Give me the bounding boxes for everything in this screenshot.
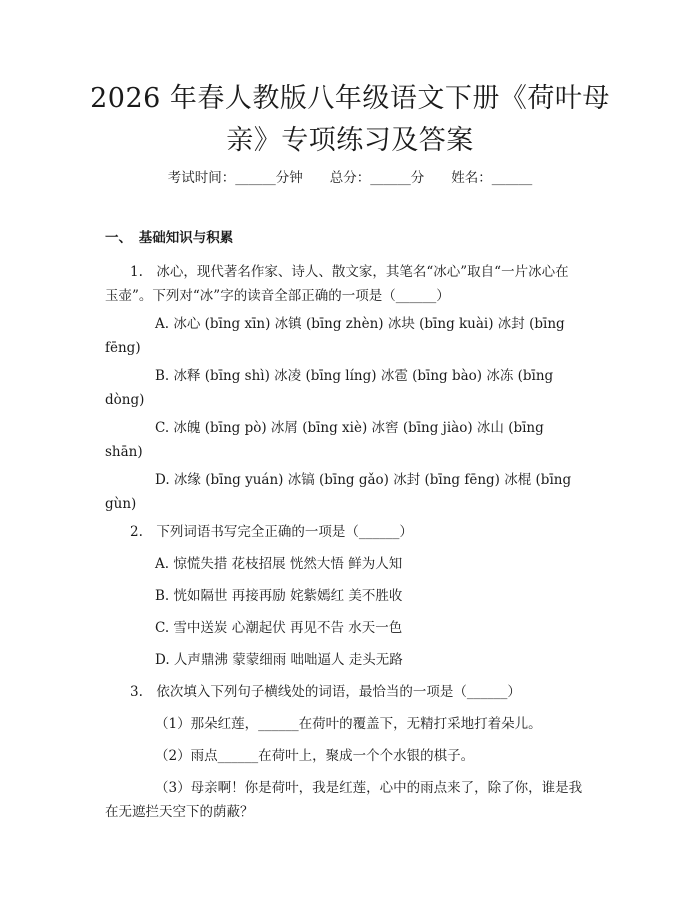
question-1-option-a-line-1: A. 冰心 (bīng xīn) 冰镇 (bīng zhèn) 冰块 (bīng kuài) 冰封 (bīng <box>155 316 565 332</box>
question-3-sentence-3-line-1: （3）母亲啊！你是荷叶，我是红莲，心中的雨点来了，除了你，谁是我 <box>155 780 583 796</box>
document-title-line-1: 2026 年春人教版八年级语文下册《荷叶母 <box>90 83 610 114</box>
question-1-stem-line-2: 玉壶”。下列对“冰”字的读音全部正确的一项是（______） <box>105 288 450 304</box>
question-3-stem: 3. 依次填入下列句子横线处的词语，最恰当的一项是（______） <box>130 684 521 700</box>
question-2-option-a: A. 惊慌失措 花枝招展 恍然大悟 鲜为人知 <box>155 556 403 572</box>
question-2-option-d: D. 人声鼎沸 蒙蒙细雨 咄咄逼人 走头无路 <box>155 652 403 668</box>
question-2-option-b: B. 恍如隔世 再接再励 姹紫嫣红 美不胜收 <box>155 588 403 604</box>
question-1-option-c-line-1: C. 冰魄 (bīng pò) 冰屑 (bīng xiè) 冰窖 (bīng jiào) 冰山 (bīng <box>155 420 544 436</box>
question-1-option-d-line-1: D. 冰缘 (bīng yuán) 冰镐 (bīng gǎo) 冰封 (bīng fēng) 冰棍 (bīng <box>155 472 572 488</box>
question-1-option-b-line-1: B. 冰释 (bīng shì) 冰凌 (bīng líng) 冰雹 (bīng bào) 冰冻 (bīng <box>155 368 554 384</box>
question-2-option-c: C. 雪中送炭 心潮起伏 再见不告 水天一色 <box>155 620 403 636</box>
question-1-stem-line-1: 1. 冰心，现代著名作家、诗人、散文家，其笔名“冰心”取自“一片冰心在 <box>130 264 569 280</box>
question-2-stem: 2. 下列词语书写完全正确的一项是（______） <box>130 524 413 540</box>
question-1-option-d-line-2: gùn) <box>105 496 137 512</box>
question-3-sentence-3-line-2: 在无遮拦天空下的荫蔽？ <box>105 804 254 820</box>
question-3-sentence-2: （2）雨点______在荷叶上，聚成一个个水银的棋子。 <box>155 748 475 764</box>
document-title-line-2: 亲》专项练习及答案 <box>226 125 474 156</box>
question-1-option-b-line-2: dòng) <box>105 392 145 408</box>
exam-info-line: 考试时间：______分钟 总分：______分 姓名：______ <box>167 170 533 186</box>
question-1-option-a-line-2: fēng) <box>105 340 141 356</box>
section-heading: 一、 基础知识与积累 <box>105 230 234 246</box>
question-3-sentence-1: （1）那朵红莲，______在荷叶的覆盖下，无精打采地打着朵儿。 <box>155 716 542 732</box>
question-1-option-c-line-2: shān) <box>105 444 143 460</box>
